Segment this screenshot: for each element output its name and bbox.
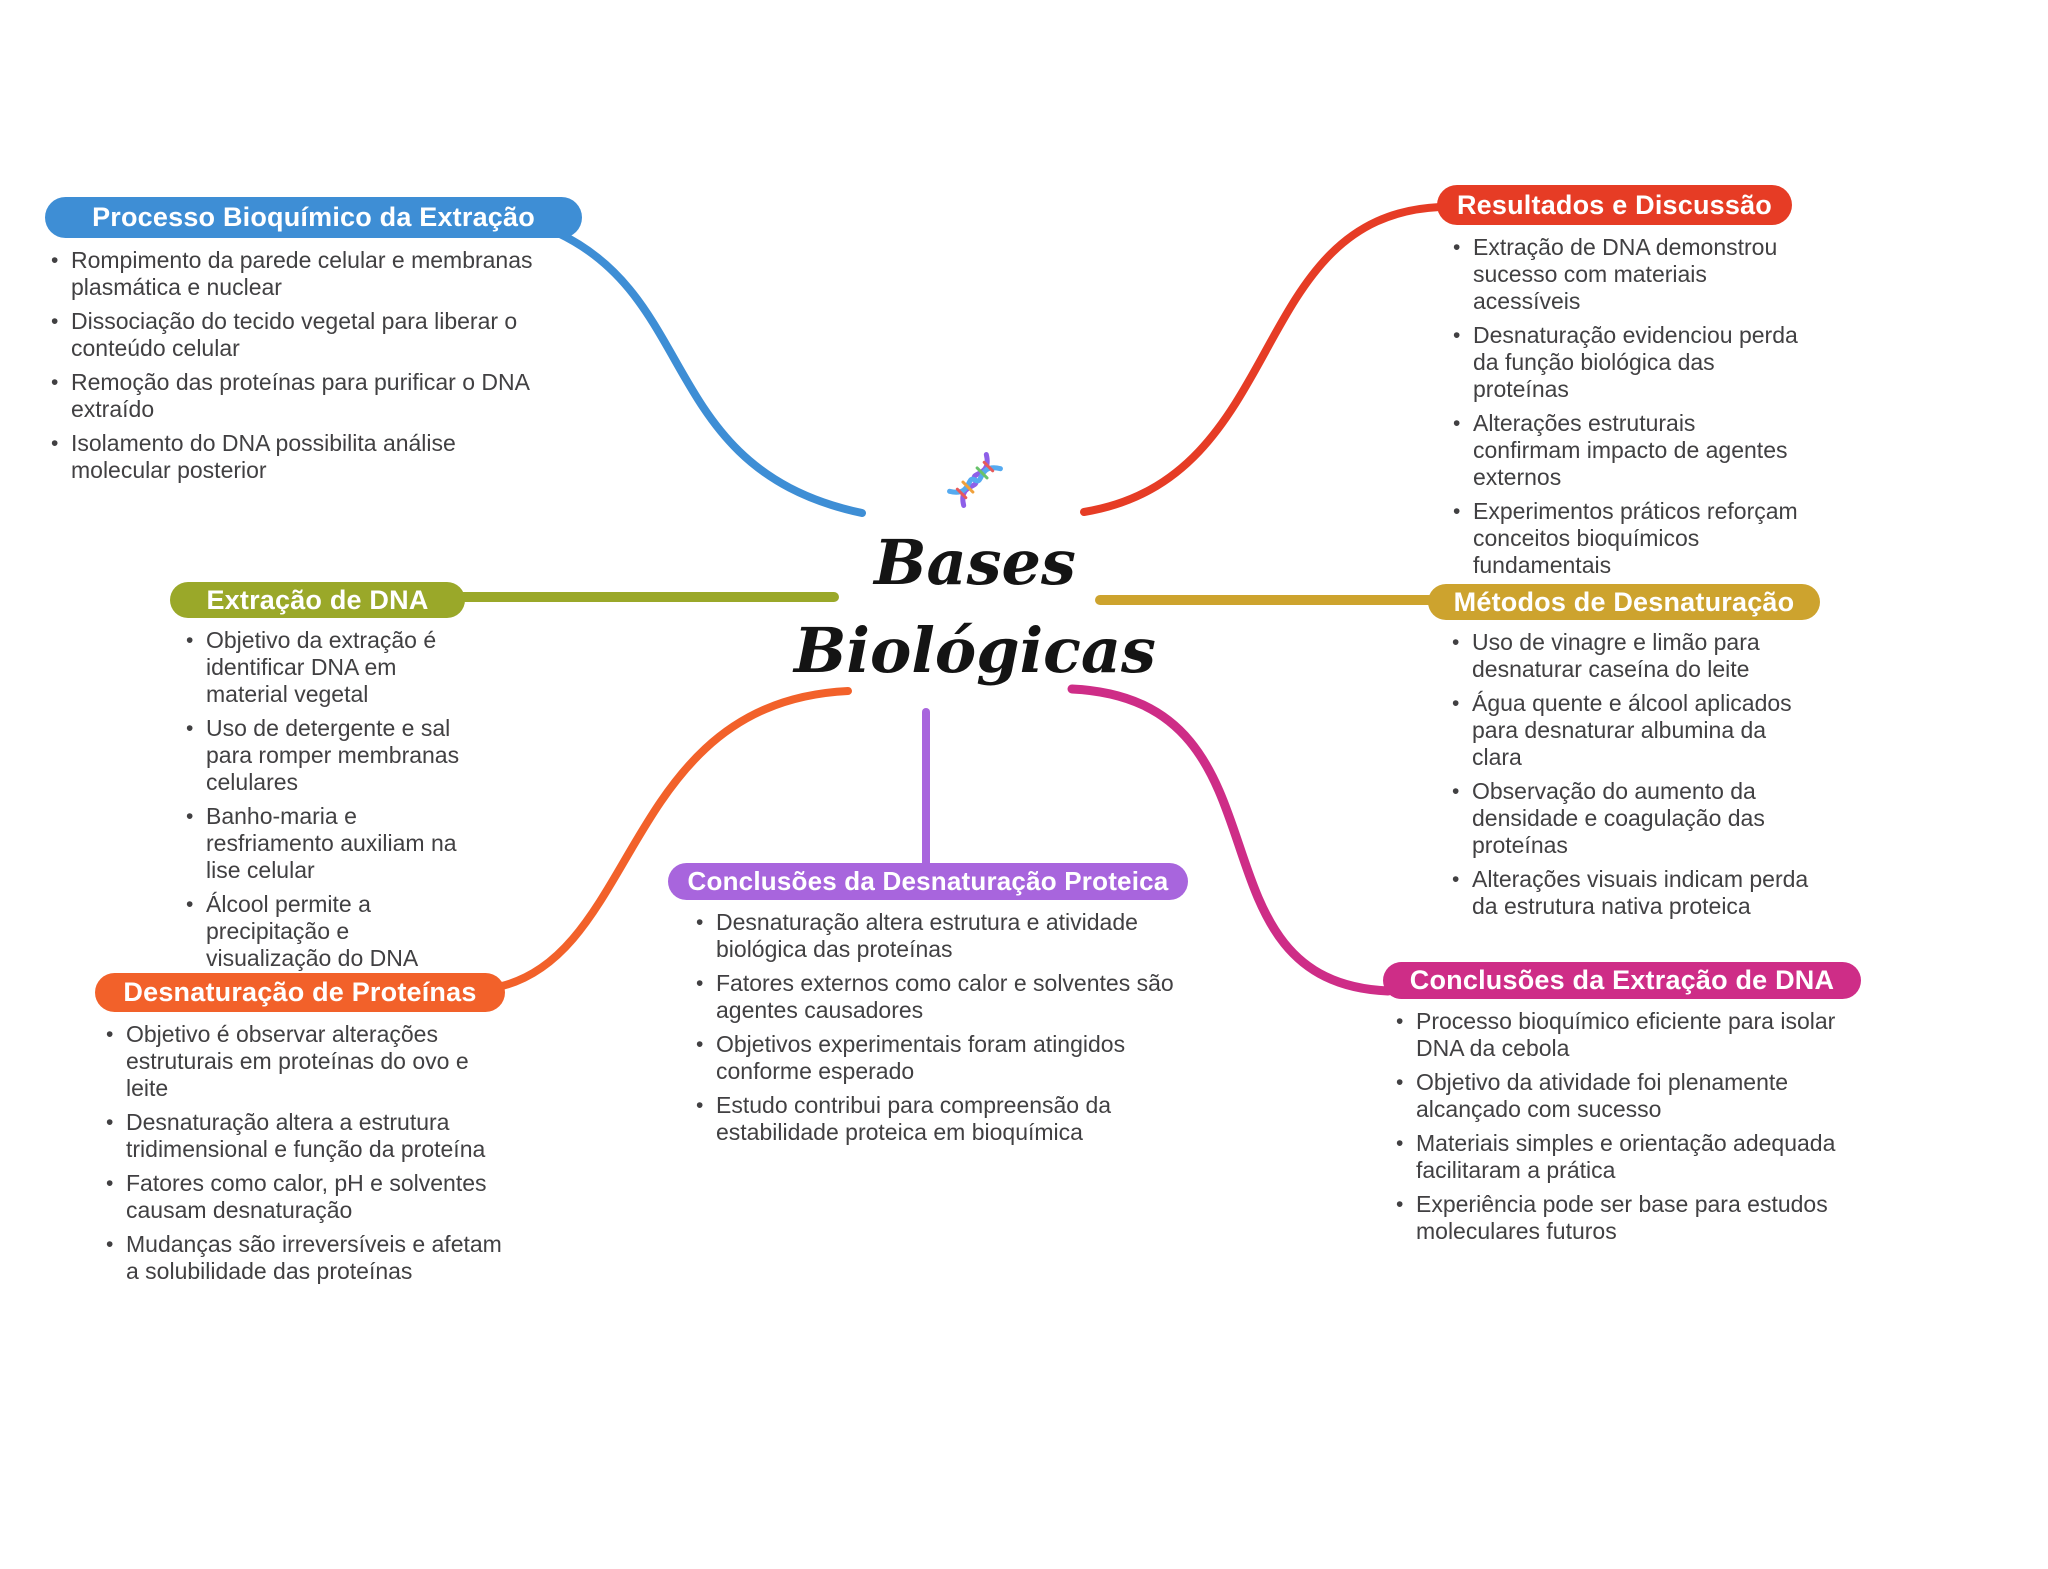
- branch-title: Desnaturação de Proteínas: [123, 977, 477, 1007]
- central-topic[interactable]: [765, 448, 1185, 695]
- bullet-item: • Materiais simples e orientação adequada facilitaram a prática: [1390, 1130, 1860, 1184]
- bullet-item: • Experiência pode ser base para estudos moleculares futuros: [1390, 1191, 1860, 1245]
- bullet-list-conclusoes-extracao: [1390, 1008, 1860, 1245]
- bullet-item: • Desnaturação evidenciou perda da função biológica das proteínas: [1447, 322, 1807, 403]
- branch-title: Resultados e Discussão: [1456, 189, 1773, 220]
- branch-resultados-discussao: [1437, 185, 1798, 586]
- bullet-item: • Banho-maria e resfriamento auxiliam na lise celular: [180, 803, 475, 884]
- branch-extracao-dna: [170, 582, 465, 979]
- central-topic-title-line2: Biológicas: [794, 614, 1156, 687]
- bullet-item: • Fatores como calor, pH e solventes causam desnaturação: [100, 1170, 510, 1224]
- branch-title-pill-extracao[interactable]: [170, 582, 465, 618]
- bullet-item: • Processo bioquímico eficiente para isolar DNA da cebola: [1390, 1008, 1860, 1062]
- bullet-list-metodos: [1446, 629, 1811, 920]
- branch-title-pill-processo[interactable]: [45, 197, 582, 238]
- bullet-item: • Rompimento da parede celular e membranas plasmática e nuclear: [45, 247, 560, 301]
- bullet-item: • Álcool permite a precipitação e visualização do DNA: [180, 891, 475, 972]
- branch-metodos-desnaturacao: [1428, 584, 1820, 927]
- branch-title: Extração de DNA: [206, 584, 429, 615]
- bullet-item: • Objetivo da atividade foi plenamente alcançado com sucesso: [1390, 1069, 1860, 1123]
- branch-title: Métodos de Desnaturação: [1453, 586, 1795, 617]
- branch-title: Conclusões da Desnaturação Proteica: [687, 866, 1169, 896]
- bullet-item: • Uso de detergente e sal para romper membranas celulares: [180, 715, 475, 796]
- branch-desnaturacao-proteinas: [95, 973, 505, 1292]
- bullet-item: • Objetivo da extração é identificar DNA em material vegetal: [180, 627, 475, 708]
- branch-title: Processo Bioquímico da Extração: [92, 202, 535, 232]
- branch-title-pill-resultados[interactable]: [1437, 185, 1792, 225]
- bullet-item: • Estudo contribui para compreensão da estabilidade proteica em bioquímica: [690, 1092, 1185, 1146]
- bullet-item: • Água quente e álcool aplicados para desnaturar albumina da clara: [1446, 690, 1811, 771]
- branch-title-pill-conclusoes-desnaturacao[interactable]: [668, 863, 1188, 900]
- bullet-item: • Observação do aumento da densidade e coagulação das proteínas: [1446, 778, 1811, 859]
- bullet-item: • Desnaturação altera a estrutura tridimensional e função da proteína: [100, 1109, 510, 1163]
- bullet-list-processo: [45, 247, 560, 484]
- bullet-item: • Desnaturação altera estrutura e atividade biológica das proteínas: [690, 909, 1185, 963]
- bullet-item: • Alterações estruturais confirmam impacto de agentes externos: [1447, 410, 1807, 491]
- dna-helix-icon: [943, 448, 1007, 512]
- branch-title-pill-metodos[interactable]: [1428, 584, 1820, 620]
- bullet-list-conclusoes-desnaturacao: [690, 909, 1185, 1146]
- branch-title: Conclusões da Extração de DNA: [1409, 965, 1835, 995]
- bullet-item: • Fatores externos como calor e solventes são agentes causadores: [690, 970, 1185, 1024]
- branch-title-pill-conclusoes-extracao[interactable]: [1383, 962, 1861, 999]
- bullet-list-resultados: [1447, 234, 1807, 579]
- branch-conclusoes-desnaturacao-proteica: [668, 863, 1188, 1153]
- bullet-item: • Mudanças são irreversíveis e afetam a solubilidade das proteínas: [100, 1231, 510, 1285]
- central-topic-title-line1: Bases: [874, 526, 1076, 599]
- bullet-item: • Experimentos práticos reforçam conceitos bioquímicos fundamentais: [1447, 498, 1807, 579]
- bullet-item: • Objetivos experimentais foram atingidos conforme esperado: [690, 1031, 1185, 1085]
- bullet-item: • Isolamento do DNA possibilita análise molecular posterior: [45, 430, 560, 484]
- bullet-item: • Uso de vinagre e limão para desnaturar caseína do leite: [1446, 629, 1811, 683]
- bullet-item: • Objetivo é observar alterações estruturais em proteínas do ovo e leite: [100, 1021, 510, 1102]
- bullet-list-desnaturacao: [100, 1021, 510, 1285]
- bullet-item: • Extração de DNA demonstrou sucesso com materiais acessíveis: [1447, 234, 1807, 315]
- bullet-item: • Remoção das proteínas para purificar o DNA extraído: [45, 369, 560, 423]
- branch-processo-bioquimico: [45, 197, 582, 491]
- bullet-item: • Alterações visuais indicam perda da estrutura nativa proteica: [1446, 866, 1811, 920]
- branch-title-pill-desnaturacao[interactable]: [95, 973, 505, 1012]
- branch-conclusoes-extracao-dna: [1383, 962, 1861, 1252]
- bullet-item: • Dissociação do tecido vegetal para liberar o conteúdo celular: [45, 308, 560, 362]
- bullet-list-extracao: [180, 627, 475, 972]
